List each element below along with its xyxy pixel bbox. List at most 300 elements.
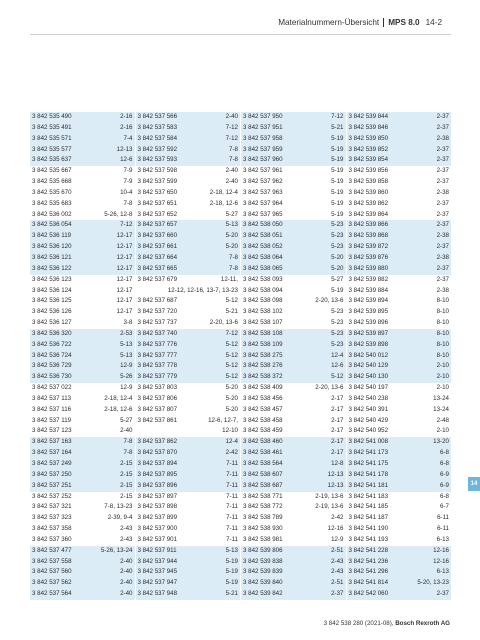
table-row [347,329,452,340]
page-reference: 12-6, 12-7, [208,416,238,424]
table-row [241,188,346,199]
table-row [30,567,135,578]
page-reference: 5-20 [225,243,238,251]
page-reference: 6-8 [440,460,449,467]
page-reference: 2-37 [436,210,449,218]
table-row [241,145,346,156]
material-number: 3 842 537 022 [32,384,72,392]
table-row [241,318,346,329]
page-reference: 2-37 [436,199,449,207]
table-row [241,426,346,437]
page-reference: 5-19 [225,579,238,587]
page-reference: 12-6 [120,156,133,164]
material-number: 3 842 536 724 [32,351,72,359]
page-reference: 2-38 [436,253,449,261]
material-number: 3 842 538 460 [243,438,283,446]
table-row [30,351,135,362]
header-brand: MPS 8.0 [388,18,420,27]
material-number: 3 842 537 113 [32,394,72,402]
table-row [241,394,346,405]
table-row [136,177,241,188]
table-row [136,188,241,199]
material-number: 3 842 538 687 [243,481,283,489]
material-number: 3 842 541 193 [348,535,389,543]
table-row [347,220,452,231]
material-number: 3 842 537 252 [32,492,72,500]
page-reference: 5-19 [331,199,344,207]
page-reference: 5-19 [331,156,344,164]
table-row [30,231,135,242]
material-number: 3 842 539 858 [348,178,389,186]
page-reference: 5-13 [225,546,238,554]
material-number: 3 842 542 060 [348,590,389,598]
page-reference: 12-16 [433,557,449,565]
table-row [347,557,452,568]
material-number: 3 842 537 899 [137,514,178,522]
material-number: 3 842 538 109 [243,340,283,348]
table-row [347,524,452,535]
table-row [241,351,346,362]
material-number: 3 842 536 126 [32,308,72,316]
table-row [136,578,241,589]
page-reference: 2-40 [225,113,238,120]
table-row [30,199,135,210]
material-number: 3 842 537 963 [243,188,283,196]
page-reference: 5-19 [331,145,344,153]
page-reference: 2-10 [436,373,449,381]
table-row [136,145,241,156]
table-row [30,535,135,546]
material-number: 3 842 539 806 [243,546,283,554]
page-reference: 6-11 [437,525,449,533]
page-reference: 7-11 [226,492,238,500]
material-number: 3 842 537 558 [32,557,72,565]
page-reference: 2-42 [331,514,344,522]
table-row [136,253,241,264]
material-number: 3 842 537 321 [32,503,72,511]
table-row [241,535,346,546]
page-reference: 2-15 [120,470,133,478]
table-row [136,155,241,166]
page-reference: 5-19 [331,167,344,175]
table-row [136,112,241,123]
page-reference: 2-16 [120,123,133,131]
page-reference: 2-10 [436,362,449,370]
page-reference: 2-43 [331,557,344,565]
page-reference: 12-17 [116,297,133,305]
table-row [241,459,346,470]
page-reference: 7-9 [123,167,133,175]
table-row [136,589,241,600]
page-reference: 5-20 [225,384,238,392]
page-reference: 2-19, 13-6 [315,503,344,511]
material-number: 3 842 536 124 [32,286,72,294]
material-number: 3 842 537 651 [137,199,178,207]
material-number: 3 842 539 884 [348,286,389,294]
material-number: 3 842 537 660 [137,232,178,240]
material-number: 3 842 539 860 [348,188,389,196]
page-reference: 2-10 [436,384,449,392]
material-number: 3 842 539 868 [348,232,389,240]
table-row [136,470,241,481]
table-row [30,459,135,470]
page-reference: 6-13 [436,568,449,576]
page-reference: 7-12 [225,123,238,131]
material-number: 3 842 538 930 [243,525,283,533]
material-number: 3 842 540 130 [348,373,389,381]
material-number: 3 842 536 127 [32,319,72,327]
table-row [30,372,135,383]
page-reference: 2-37 [436,264,449,272]
table-row [347,546,452,557]
table-row [241,567,346,578]
page-reference: 5-23 [331,221,344,229]
table-row [30,253,135,264]
page-reference: 5-20 [225,405,238,413]
material-number: 3 842 538 108 [243,329,283,337]
page-reference: 5-26, 12-8 [104,210,133,218]
material-number: 3 842 541 008 [348,438,389,446]
material-number: 3 842 536 122 [32,264,72,272]
material-number: 3 842 540 129 [348,362,389,370]
table-row [241,220,346,231]
material-number: 3 842 536 729 [32,362,72,370]
table-row [241,134,346,145]
material-number: 3 842 539 852 [348,145,389,153]
table-row [347,416,452,427]
table-row [30,340,135,351]
table-row [241,448,346,459]
material-number: 3 842 541 228 [348,546,389,554]
table-row [136,394,241,405]
page-reference: 5-19 [331,286,344,294]
page-reference: 5-13 [120,351,133,359]
page-reference: 12-17 [116,243,133,251]
table-row [30,437,135,448]
material-number: 3 842 537 958 [243,134,283,142]
header-rule [30,34,451,35]
page-reference: 2-37 [436,156,449,164]
table-row [136,340,241,351]
material-number-table [30,112,451,600]
table-row [136,351,241,362]
page-reference: 12-6 [331,362,344,370]
footer-company: Bosch Rexroth AG [395,620,450,627]
material-number: 3 842 539 850 [348,134,389,142]
material-number: 3 842 537 650 [137,188,178,196]
page-reference: 5-27 [120,416,133,424]
material-number: 3 842 538 052 [243,243,283,251]
page-reference: 5-12 [225,340,238,348]
material-number: 3 842 541 183 [348,492,389,500]
page-reference: 7-8, 13-23 [104,503,133,511]
table-row [30,188,135,199]
table-row [347,351,452,362]
table-row [241,492,346,503]
material-number: 3 842 538 789 [243,514,283,522]
page-reference: 2-19, 13-6 [315,492,344,500]
table-row [347,481,452,492]
page-reference: 12-8 [331,460,344,467]
material-number: 3 842 538 409 [243,384,283,392]
page-reference: 7-8 [229,145,238,153]
material-number: 3 842 537 116 [32,405,72,413]
page-reference: 5-12 [225,351,238,359]
table-row [30,513,135,524]
material-number: 3 842 539 880 [348,264,389,272]
table-row [30,448,135,459]
page-reference: 5-19 [331,134,344,142]
page-reference: 5-13 [225,221,238,229]
page-reference: 2-37 [436,243,449,251]
material-number: 3 842 539 846 [348,123,389,131]
table-row [30,416,135,427]
page-reference: 6-8 [440,449,449,457]
material-number: 3 842 538 064 [243,253,283,261]
material-number: 3 842 540 429 [348,416,389,424]
page-reference: 2-17 [331,449,344,457]
material-number: 3 842 539 854 [348,156,389,164]
material-number: 3 842 537 897 [137,492,178,500]
table-column [347,112,452,600]
page-reference: 2-42 [225,449,238,457]
table-row [241,578,346,589]
table-column [136,112,241,600]
page-reference: 7-12 [225,329,238,337]
table-row [347,253,452,264]
material-number: 3 842 539 856 [348,167,389,175]
table-row [347,383,452,394]
table-row [241,253,346,264]
material-number: 3 842 537 740 [137,329,178,337]
page-reference: 2-38 [436,188,449,196]
material-number: 3 842 537 807 [137,405,178,413]
header-title: Materialnummern-Übersicht [278,18,380,27]
table-row [30,578,135,589]
page-reference: 5-23 [331,232,344,240]
table-row [30,383,135,394]
page-reference: 8-10 [436,319,449,327]
table-row [136,437,241,448]
page-reference: 7-11 [226,460,238,467]
material-number: 3 842 538 107 [243,319,283,327]
page-reference: 5-23 [331,329,344,337]
table-row [136,557,241,568]
page-reference: 5-27 [331,275,344,283]
page-reference: 7-11 [226,514,238,522]
material-number: 3 842 538 458 [243,416,283,424]
table-row [347,199,452,210]
page-reference: 5-20 [225,232,238,240]
page-reference: 2-20, 13-6 [209,319,238,327]
table-row [136,448,241,459]
table-row [347,307,452,318]
page-reference: 2-17 [331,416,344,424]
page-reference: 2-17 [331,427,344,435]
page-reference: 2-38 [436,134,449,142]
page-reference: 12-17 [116,275,133,283]
page-reference: 2-37 [436,590,449,598]
table-row [241,372,346,383]
material-number: 3 842 537 593 [137,156,178,164]
material-number: 3 842 537 965 [243,210,283,218]
material-number: 3 842 541 187 [348,514,389,522]
table-row [30,502,135,513]
page-reference: 2-15 [120,492,133,500]
material-number: 3 842 537 861 [137,416,178,424]
table-row [136,492,241,503]
table-column [30,112,135,600]
page-reference: 5-26, 13-24 [100,546,133,554]
material-number: 3 842 535 637 [32,156,72,164]
table-row [30,123,135,134]
material-number: 3 842 537 560 [32,568,72,576]
table-row [347,123,452,134]
material-number: 3 842 537 803 [137,384,178,392]
table-row [347,470,452,481]
material-number: 3 842 537 119 [32,416,72,424]
page-reference: 5-13 [120,340,133,348]
table-row [347,210,452,221]
material-number: 3 842 541 175 [348,460,389,467]
material-number: 3 842 537 959 [243,145,283,153]
material-number: 3 842 537 652 [137,210,178,218]
material-number: 3 842 537 960 [243,156,283,164]
material-number: 3 842 537 598 [137,167,178,175]
table-row [347,394,452,405]
page-reference: 2-38 [436,232,449,240]
page-reference: 6-13 [436,535,449,543]
material-number: 3 842 535 667 [32,167,72,175]
page-reference: 5-20, 13-23 [417,579,449,587]
page-reference: 12-17 [116,253,133,261]
page-reference: 5-19 [331,210,344,218]
material-number: 3 842 539 862 [348,199,389,207]
table-row [136,383,241,394]
page-reference: 2-40 [120,579,133,587]
material-number: 3 842 539 866 [348,221,389,229]
material-number: 3 842 538 772 [243,503,283,511]
table-row [30,470,135,481]
page-reference: 2-10 [436,427,449,435]
page-reference: 2-43 [331,568,344,576]
table-row [347,340,452,351]
material-number: 3 842 541 814 [348,579,389,587]
material-number: 3 842 538 050 [243,221,283,229]
page-reference: 2-51 [331,546,344,554]
table-row [241,502,346,513]
material-number: 3 842 538 459 [243,427,283,435]
material-number: 3 842 539 896 [348,319,389,327]
table-row [136,307,241,318]
page-reference: 2-15 [120,460,133,467]
table-row [136,231,241,242]
table-row [347,361,452,372]
material-number: 3 842 537 665 [137,264,178,272]
material-number: 3 842 537 477 [32,546,72,554]
page-reference: 13-24 [433,405,449,413]
table-row [241,361,346,372]
page-reference: 7-11 [226,470,238,478]
material-number: 3 842 539 876 [348,253,389,261]
material-number: 3 842 541 181 [348,481,389,489]
page-reference: 7-8 [123,438,133,446]
page-reference: 2-17 [331,438,344,446]
material-number: 3 842 539 838 [243,557,283,565]
material-number: 3 842 541 173 [348,449,389,457]
material-number: 3 842 538 094 [243,286,283,294]
page-reference: 7-8 [123,199,133,207]
page-reference: 6-11 [437,514,449,522]
page-reference: 2-37 [436,167,449,175]
table-row [347,155,452,166]
table-row [30,481,135,492]
page-reference: 7-8 [229,264,238,272]
material-number: 3 842 537 870 [137,449,178,457]
table-row [136,134,241,145]
material-number: 3 842 539 894 [348,297,389,305]
table-row [241,275,346,286]
table-row [347,145,452,156]
material-number: 3 842 537 951 [243,123,283,131]
material-number: 3 842 541 236 [348,557,389,565]
material-number: 3 842 539 898 [348,340,389,348]
material-number: 3 842 538 607 [243,470,283,478]
table-row [241,383,346,394]
material-number: 3 842 537 945 [137,568,178,576]
material-number: 3 842 537 778 [137,362,178,370]
table-row [30,426,135,437]
page-reference: 2-43 [120,525,133,533]
material-number: 3 842 539 864 [348,210,389,218]
material-number: 3 842 541 178 [348,470,389,478]
table-row [347,286,452,297]
page-reference: 2-43 [120,535,133,543]
material-number: 3 842 537 323 [32,514,72,522]
table-row [136,220,241,231]
table-row [30,318,135,329]
table-row [136,567,241,578]
page-reference: 12-13 [327,481,344,489]
material-number: 3 842 537 894 [137,460,178,467]
material-number: 3 842 537 896 [137,481,178,489]
material-number: 3 842 539 872 [348,243,389,251]
page-reference: 2-40 [225,167,238,175]
table-row [30,286,135,297]
material-number: 3 842 537 661 [137,243,178,251]
page-reference: 2-38 [436,286,449,294]
page-reference: 5-23 [331,308,344,316]
page-reference: 5-23 [331,243,344,251]
page-reference: 7-4 [123,134,133,142]
material-number: 3 842 538 461 [243,449,283,457]
material-number: 3 842 538 981 [243,535,283,543]
material-number: 3 842 538 564 [243,460,283,467]
page-reference: 7-11 [226,535,238,543]
table-row [136,361,241,372]
material-number: 3 842 537 566 [137,113,178,120]
page-reference: 5-23 [331,340,344,348]
page-reference: 5-19 [225,557,238,565]
chapter-tab: 14 [468,477,480,491]
table-row [241,470,346,481]
material-number: 3 842 536 320 [32,329,72,337]
table-row [136,546,241,557]
page-reference: 8-10 [436,340,449,348]
table-row [347,535,452,546]
table-row [136,405,241,416]
material-number: 3 842 537 657 [137,221,178,229]
